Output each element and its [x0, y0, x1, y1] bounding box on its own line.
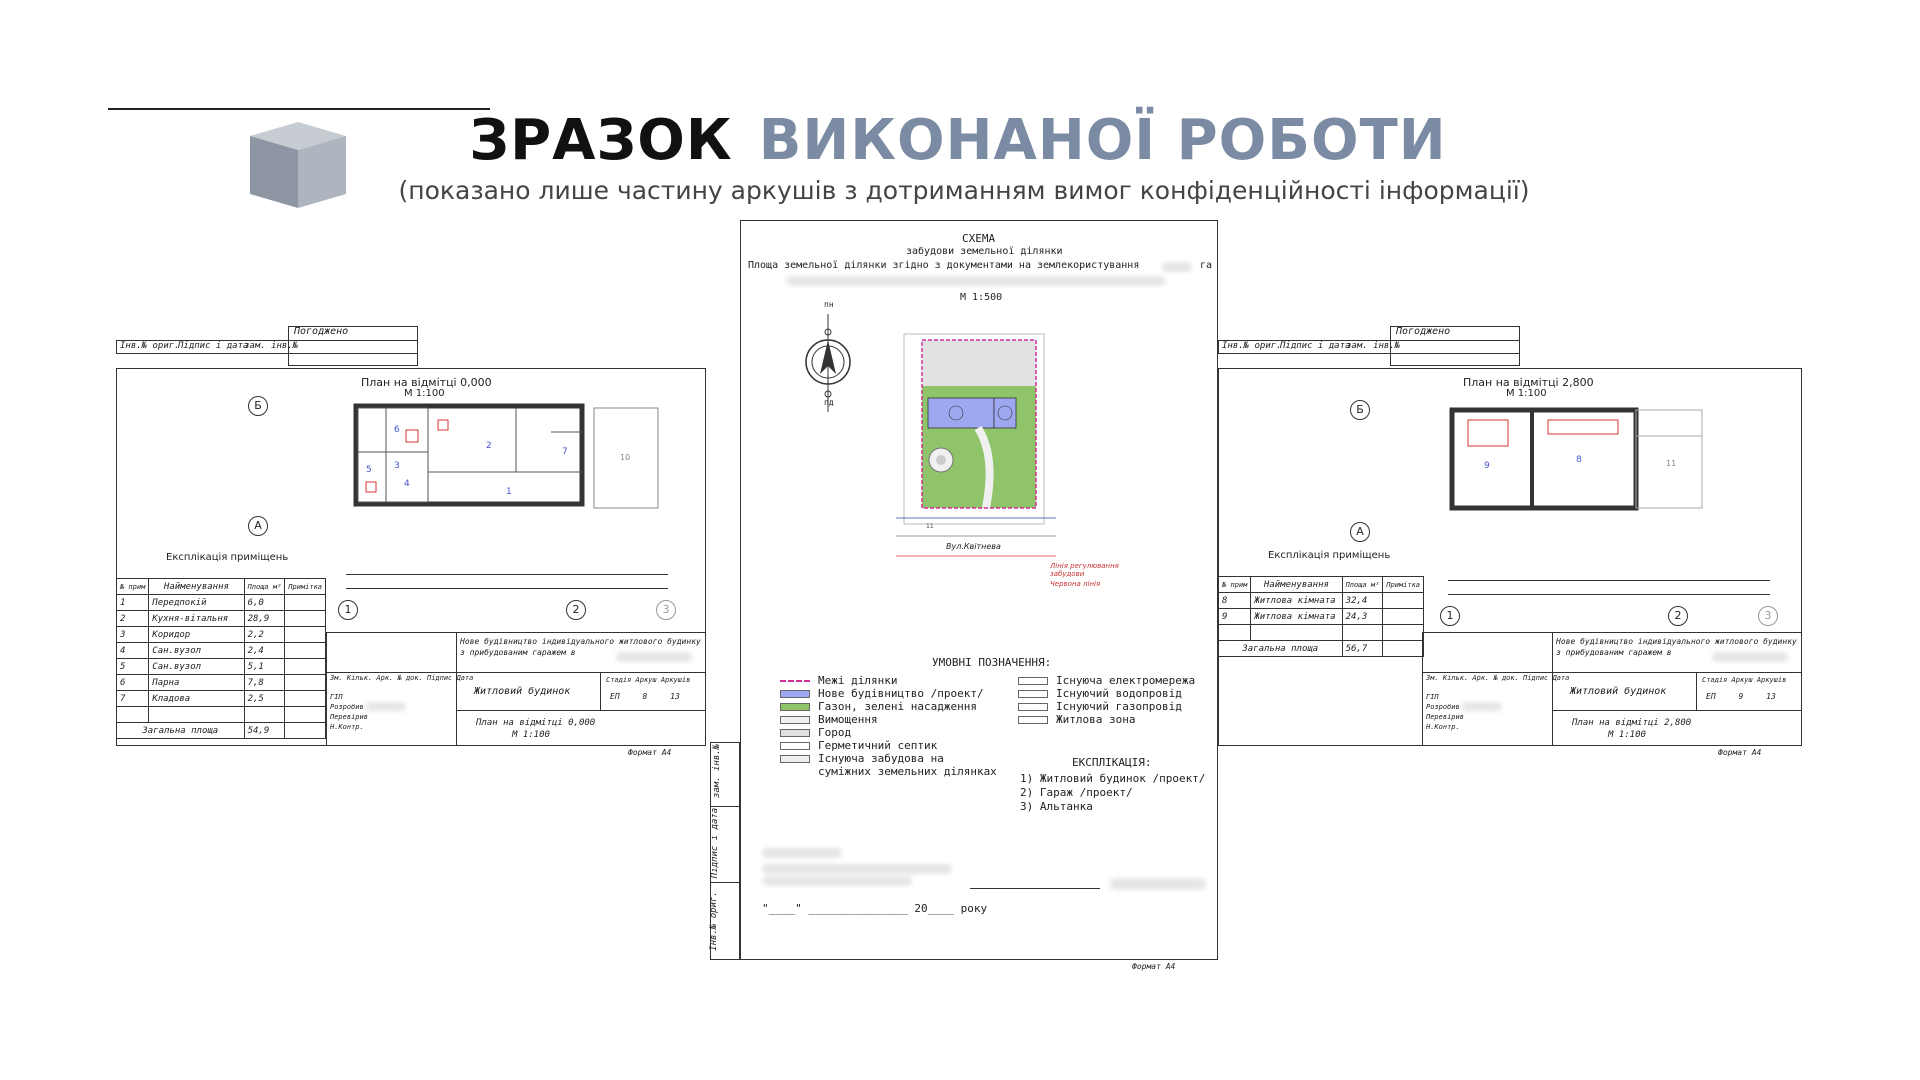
- redacted-text: [1462, 702, 1502, 711]
- stage-headers: Стадія Аркуш Аркушів: [1702, 676, 1787, 684]
- title-block-line: [1422, 672, 1552, 673]
- dimension-line: [346, 574, 668, 575]
- column-header: Примітка: [1383, 577, 1424, 593]
- total-label: Загальна площа: [1219, 641, 1343, 657]
- table-total-row: [1219, 641, 1424, 657]
- red-line-label: Лінія регулювання забудови: [1050, 562, 1119, 578]
- axis-a: А: [248, 516, 268, 536]
- legend-swatch: [780, 742, 810, 750]
- site-plan-drawing: [896, 326, 1056, 566]
- stamp-col: Інв.№ ориг.: [120, 341, 180, 351]
- stamp-col: зам. інв.№: [244, 341, 299, 351]
- axis-a: А: [1350, 522, 1370, 542]
- stamp-col: Підпис і дата: [178, 341, 249, 351]
- title-block-line: [456, 710, 706, 711]
- table-header-row: [117, 579, 326, 595]
- redacted-text: [1712, 652, 1788, 662]
- legend-swatch: [780, 703, 810, 711]
- legend-item: Газон, зелені насадження: [780, 700, 977, 713]
- sheet-scale: М 1:100: [512, 730, 550, 740]
- title-block-line: [456, 672, 706, 673]
- garage-outline: [592, 406, 662, 510]
- svg-text:3: 3: [394, 461, 400, 471]
- table-row: [117, 675, 326, 691]
- cell-num: 1: [117, 595, 149, 611]
- legend-swatch: [1018, 716, 1048, 724]
- format-label: Формат А4: [628, 748, 672, 757]
- format-label: Формат А4: [1132, 962, 1176, 971]
- title-block-vline: [1696, 672, 1697, 710]
- cell-note: [1383, 609, 1424, 625]
- legend-item: Герметичний септик: [780, 739, 937, 752]
- cell-area: 32,4: [1342, 593, 1383, 609]
- stage-values: ЕП 8 13: [610, 692, 680, 701]
- title-block-vline: [600, 672, 601, 710]
- signature-line: [970, 888, 1100, 889]
- svg-text:8: 8: [1576, 455, 1582, 465]
- cell-name: Передпокій: [149, 595, 244, 611]
- cell-area: 2,4: [244, 643, 285, 659]
- cell-note: [285, 691, 326, 707]
- table-row: [1219, 609, 1424, 625]
- svg-text:5: 5: [366, 465, 372, 475]
- legend-item: Житлова зона: [1018, 713, 1135, 726]
- explication-title: Експлікація приміщень: [1268, 550, 1391, 561]
- redacted-text: [616, 652, 692, 662]
- redacted-text: [366, 702, 406, 711]
- cell-name: Житлова кімната: [1251, 609, 1342, 625]
- stamp-col: Інв.№ ориг.: [1222, 341, 1282, 351]
- cell-name: [149, 707, 244, 723]
- total-value: 56,7: [1342, 641, 1383, 657]
- column-header: № прим: [117, 579, 149, 595]
- table-row: [1219, 593, 1424, 609]
- legend-item: Існуюча забудова на: [780, 752, 944, 765]
- title-accent: ВИКОНАНОЇ РОБОТИ: [758, 108, 1447, 173]
- explication-table: [1218, 576, 1424, 657]
- cell-name: Житлова кімната: [1251, 593, 1342, 609]
- right-sheet: [1218, 326, 1808, 757]
- legend-swatch: [780, 690, 810, 698]
- column-header: Площа м²: [244, 579, 285, 595]
- svg-text:10: 10: [620, 453, 631, 462]
- cell-num: 6: [117, 675, 149, 691]
- legend-item: Нове будівництво /проект/: [780, 687, 984, 700]
- cell-note: [1383, 625, 1424, 641]
- cell-num: 7: [117, 691, 149, 707]
- table-row: [117, 611, 326, 627]
- cell-area: 6,0: [244, 595, 285, 611]
- plan-scale: М 1:100: [404, 388, 445, 399]
- svg-text:7: 7: [562, 447, 568, 457]
- cell-num: 3: [117, 627, 149, 643]
- sign-cols: Зм. Кільк. Арк. № док. Підпис Дата: [330, 674, 474, 682]
- table-row: [117, 659, 326, 675]
- side-label: Підпис і дата: [710, 807, 721, 879]
- cell-note: [285, 595, 326, 611]
- cell-area: 5,1: [244, 659, 285, 675]
- cell-note: [1383, 593, 1424, 609]
- sheet-name: План на відмітці 2,800: [1572, 718, 1692, 728]
- dimension-line: [1448, 580, 1770, 581]
- column-header: № прим: [1219, 577, 1251, 593]
- building-name: Житловий будинок: [1570, 686, 1667, 697]
- side-label: зам. інв.№: [712, 743, 723, 799]
- title-block-vline: [456, 632, 457, 746]
- plan-title: План на відмітці 0,000: [361, 376, 492, 389]
- column-header: Площа м²: [1342, 577, 1383, 593]
- plan-scale: М 1:100: [1506, 388, 1547, 399]
- cell-area: [244, 707, 285, 723]
- redacted-text: [762, 864, 952, 874]
- legend-swatch: [1018, 677, 1048, 685]
- cell-num: 2: [117, 611, 149, 627]
- cell-name: Кладова: [149, 691, 244, 707]
- axis-b: Б: [1350, 400, 1370, 420]
- cell-note: [285, 723, 326, 739]
- cell-area: 2,2: [244, 627, 285, 643]
- legend-item: суміжних земельних ділянках: [818, 765, 997, 778]
- legend-swatch: [1018, 703, 1048, 711]
- cell-note: [285, 659, 326, 675]
- table-row: [117, 691, 326, 707]
- cell-area: 24,3: [1342, 609, 1383, 625]
- approval-label: Погоджено: [1396, 326, 1451, 337]
- legend-swatch: [780, 729, 810, 737]
- cell-name: Сан.вузол: [149, 659, 244, 675]
- legend-item: Існуючий газопровід: [1018, 700, 1182, 713]
- redacted-text: [762, 876, 912, 886]
- explication-table: [116, 578, 326, 739]
- svg-text:2: 2: [486, 441, 492, 451]
- legend-item: Існуючий водопровід: [1018, 687, 1182, 700]
- page-title: [0, 108, 1920, 173]
- sheet-scale: М 1:100: [1608, 730, 1646, 740]
- scheme-scale: М 1:500: [960, 292, 1003, 303]
- stage-values: ЕП 9 13: [1706, 692, 1776, 701]
- legend-item: Вимощення: [780, 713, 878, 726]
- table-row: [117, 595, 326, 611]
- cell-num: 9: [1219, 609, 1251, 625]
- cell-name: Парна: [149, 675, 244, 691]
- south-label: пд: [824, 398, 834, 407]
- cell-area: 28,9: [244, 611, 285, 627]
- axis-1: 1: [1440, 606, 1460, 626]
- project-name: Нове будівництво індивідуального житлового будинку з прибудованим гаражем в: [460, 637, 701, 657]
- building-name: Житловий будинок: [474, 686, 571, 697]
- table-row: [1219, 625, 1424, 641]
- expl-item: 3) Альтанка: [1020, 800, 1093, 813]
- cell-area: 7,8: [244, 675, 285, 691]
- legend-swatch: [780, 680, 810, 682]
- title-dark: ЗРАЗОК: [469, 108, 733, 173]
- cell-name: Сан.вузол: [149, 643, 244, 659]
- red-line-label: Червона лінія: [1050, 580, 1101, 588]
- stamp-col: Підпис і дата: [1280, 341, 1351, 351]
- center-sheet: [706, 218, 1218, 974]
- title-block-vline: [1552, 632, 1553, 746]
- cell-num: [117, 707, 149, 723]
- area-line: Площа земельної ділянки згідно з документами на землекористування: [748, 260, 1140, 271]
- north-label: пн: [824, 300, 834, 309]
- legend-title: УМОВНІ ПОЗНАЧЕННЯ:: [932, 656, 1052, 669]
- sign-cols: Зм. Кільк. Арк. № док. Підпис Дата: [1426, 674, 1570, 682]
- cell-num: 4: [117, 643, 149, 659]
- floor-plan-drawing: [346, 402, 596, 512]
- project-name: Нове будівництво індивідуального житлового будинку з прибудованим гаражем в: [1556, 637, 1797, 657]
- column-header: Примітка: [285, 579, 326, 595]
- area-unit: га: [1200, 260, 1213, 271]
- expl-title: ЕКСПЛІКАЦІЯ:: [1072, 756, 1152, 769]
- total-value: 54,9: [244, 723, 285, 739]
- cell-area: [1342, 625, 1383, 641]
- axis-1: 1: [338, 600, 358, 620]
- format-label: Формат А4: [1718, 748, 1762, 757]
- cell-num: 8: [1219, 593, 1251, 609]
- scheme-subtitle: забудови земельної ділянки: [906, 246, 1063, 257]
- stage-headers: Стадія Аркуш Аркушів: [606, 676, 691, 684]
- axis-2: 2: [1668, 606, 1688, 626]
- svg-text:1: 1: [506, 487, 512, 497]
- dimension-line: [1448, 594, 1770, 595]
- svg-text:11: 11: [1666, 459, 1677, 468]
- side-stamp-line: [710, 882, 740, 883]
- plan-title: План на відмітці 2,800: [1463, 376, 1594, 389]
- redacted-text: [1162, 262, 1192, 272]
- legend-swatch: [780, 716, 810, 724]
- column-header: Найменування: [149, 579, 244, 595]
- svg-text:6: 6: [394, 425, 400, 435]
- redacted-text: [786, 276, 1166, 286]
- roles-list: ГІП Розробив Перевірив Н.Контр.: [1426, 693, 1464, 731]
- redacted-text: [762, 848, 842, 858]
- approval-label: Погоджено: [294, 326, 349, 337]
- table-header-row: [1219, 577, 1424, 593]
- cell-note: [285, 643, 326, 659]
- left-sheet: [116, 326, 706, 757]
- cell-name: [1251, 625, 1342, 641]
- street-name: Вул.Квітнева: [946, 542, 1001, 551]
- column-header: Найменування: [1251, 577, 1342, 593]
- cell-note: [285, 611, 326, 627]
- cell-name: Коридор: [149, 627, 244, 643]
- total-label: Загальна площа: [117, 723, 245, 739]
- svg-text:11: 11: [926, 523, 934, 530]
- cell-note: [1383, 641, 1424, 657]
- cell-num: [1219, 625, 1251, 641]
- cell-note: [285, 675, 326, 691]
- legend-item: Існуюча електромережа: [1018, 674, 1195, 687]
- table-row: [117, 627, 326, 643]
- cell-num: 5: [117, 659, 149, 675]
- redacted-text: [1110, 878, 1206, 890]
- title-block-line: [1552, 710, 1802, 711]
- cell-area: 2,5: [244, 691, 285, 707]
- table-row: [117, 643, 326, 659]
- roles-list: ГІП Розробив Перевірив Н.Контр.: [330, 693, 368, 731]
- dimension-line: [346, 588, 668, 589]
- table-total-row: [117, 723, 326, 739]
- expl-item: 2) Гараж /проект/: [1020, 786, 1133, 799]
- floor-plan-drawing: [1448, 406, 1708, 516]
- explication-title: Експлікація приміщень: [166, 552, 289, 563]
- title-block-line: [1552, 672, 1802, 673]
- legend-item: Город: [780, 726, 851, 739]
- expl-item: 1) Житловий будинок /проект/: [1020, 772, 1206, 785]
- cell-note: [285, 627, 326, 643]
- cell-name: Кухня-вітальня: [149, 611, 244, 627]
- legend-item: Межі ділянки: [780, 674, 897, 687]
- svg-text:4: 4: [404, 479, 410, 489]
- cell-note: [285, 707, 326, 723]
- axis-2: 2: [566, 600, 586, 620]
- legend-swatch: [1018, 690, 1048, 698]
- date-line: "____" _______________ 20____ року: [762, 902, 988, 915]
- axis-3: 3: [1758, 606, 1778, 626]
- stamp-col: зам. інв.№: [1346, 341, 1401, 351]
- svg-text:9: 9: [1484, 461, 1490, 471]
- legend-swatch: [780, 755, 810, 763]
- axis-b: Б: [248, 396, 268, 416]
- title-block-line: [326, 672, 456, 673]
- sheet-name: План на відмітці 0,000: [476, 718, 596, 728]
- scheme-title: СХЕМА: [962, 232, 996, 245]
- page-subtitle: (показано лише частину аркушів з дотриманням вимог конфіденційності інформації): [398, 176, 1530, 205]
- side-label: Інв.№ ориг.: [708, 891, 719, 951]
- table-row: [117, 707, 326, 723]
- axis-3: 3: [656, 600, 676, 620]
